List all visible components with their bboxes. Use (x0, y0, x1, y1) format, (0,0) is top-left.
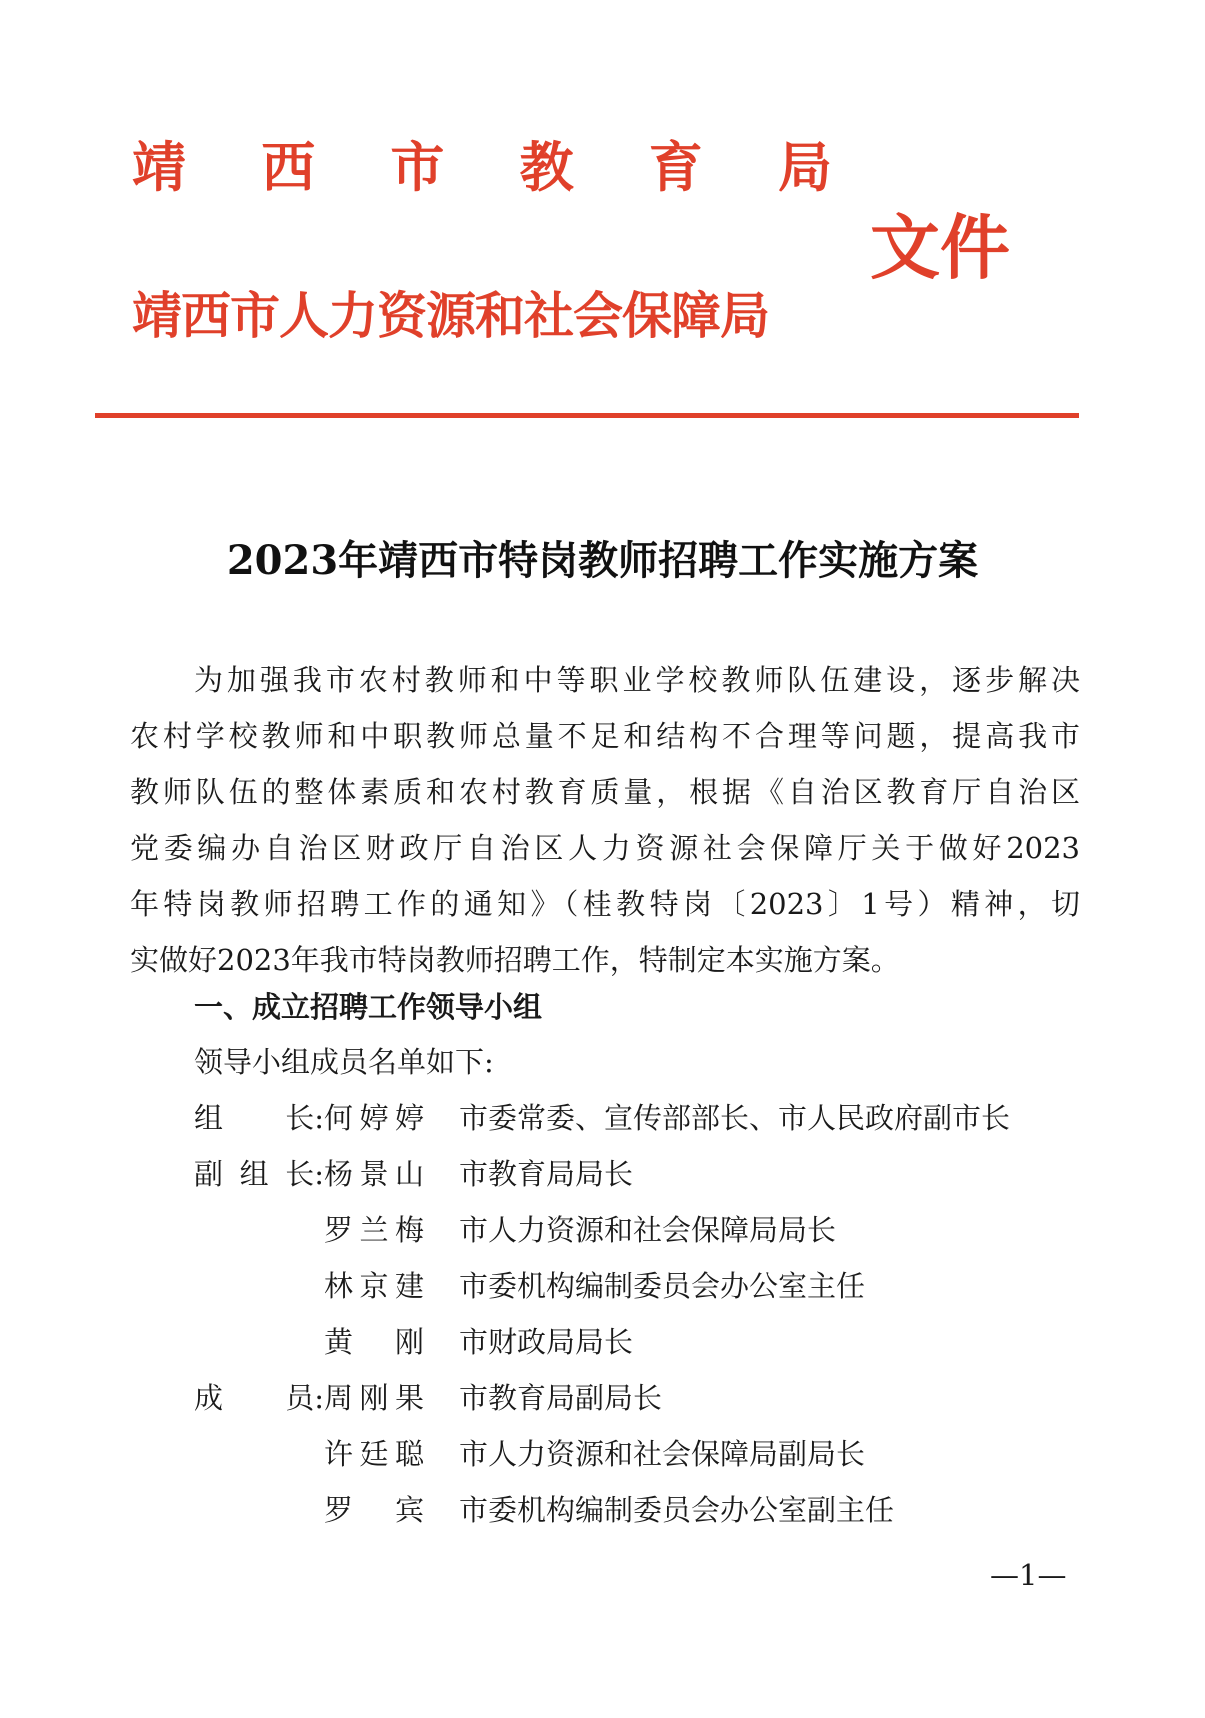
header-char: 西 (261, 136, 316, 199)
member-name: 许廷聪 (324, 1437, 424, 1471)
member-name: 林京建 (324, 1269, 424, 1303)
member-name: 黄刚 (324, 1325, 424, 1359)
member-position: 市人力资源和社会保障局副局长 (459, 1437, 866, 1471)
page-number: —1— (990, 1558, 1067, 1592)
member-name: 罗兰梅 (324, 1213, 424, 1247)
header-char: 靖 (132, 136, 186, 199)
member-role: 组长 : (194, 1101, 324, 1135)
member-position: 市教育局局长 (459, 1157, 634, 1191)
member-name: 何婷婷 (324, 1101, 424, 1135)
member-name: 杨景山 (324, 1157, 424, 1191)
members-intro: 领导小组成员名单如下: (194, 1045, 494, 1079)
member-role: 成员 : (194, 1381, 324, 1415)
header-org-hr-bureau: 靖西市人力资源和社会保障局 (132, 287, 769, 345)
header-char: 教 (519, 136, 574, 199)
paragraph-line: 为加强我市农村教师和中等职业学校教师队伍建设，逐步解决 (194, 663, 1080, 697)
paragraph-line: 教师队伍的整体素质和农村教育质量，根据《自治区教育厅自治区 (130, 775, 1080, 809)
paragraph-line: 实做好2023年我市特岗教师招聘工作，特制定本实施方案。 (130, 943, 900, 977)
paragraph-line: 农村学校教师和中职教师总量不足和结构不合理等问题，提高我市 (130, 719, 1080, 753)
header-doc-type: 文件 (870, 207, 1010, 289)
member-position: 市委常委、宣传部部长、市人民政府副市长 (459, 1101, 1011, 1135)
document-title: 2023年靖西市特岗教师招聘工作实施方案 (226, 537, 979, 584)
member-role: 副组长 : (194, 1157, 324, 1191)
header-org-education-bureau (132, 138, 832, 198)
header-char: 市 (390, 136, 445, 199)
header-char: 局 (777, 136, 832, 199)
header-divider (95, 413, 1079, 418)
member-position: 市委机构编制委员会办公室副主任 (459, 1493, 895, 1527)
member-position: 市人力资源和社会保障局局长 (459, 1213, 837, 1247)
member-position: 市财政局局长 (459, 1325, 634, 1359)
paragraph-line: 党委编办自治区财政厅自治区人力资源社会保障厅关于做好2023 (130, 831, 1080, 865)
paragraph-line: 年特岗教师招聘工作的通知》（桂教特岗〔2023〕1号）精神，切 (130, 887, 1080, 921)
header-char: 育 (648, 136, 703, 199)
member-position: 市教育局副局长 (459, 1381, 663, 1415)
intro-paragraph (130, 652, 1080, 988)
member-position: 市委机构编制委员会办公室主任 (459, 1269, 866, 1303)
section-heading: 一、成立招聘工作领导小组 (194, 990, 543, 1024)
member-name: 罗宾 (324, 1493, 424, 1527)
member-name: 周刚果 (324, 1381, 424, 1415)
